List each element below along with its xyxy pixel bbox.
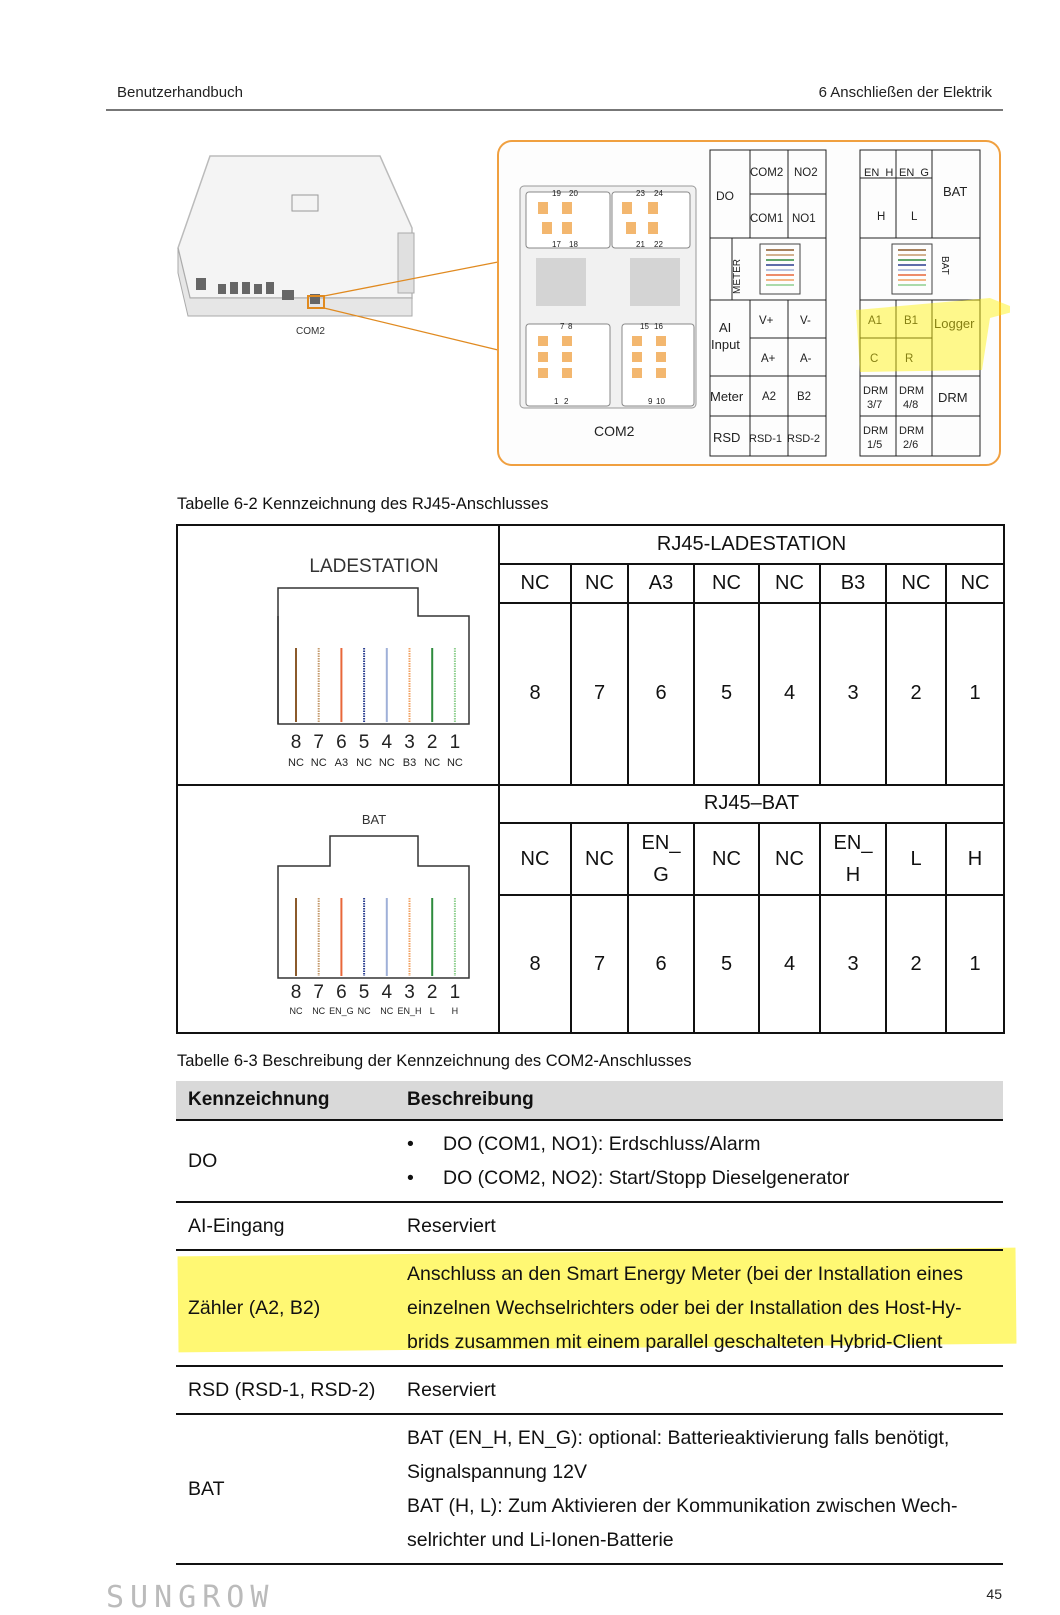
com2-description-table	[176, 1081, 1003, 1565]
h-pin-label: H	[877, 211, 886, 223]
r-pin-label: R	[905, 353, 914, 365]
ladestation-name-3: A3	[628, 564, 694, 603]
ladestation-pin-number-2: 7	[313, 732, 324, 753]
row-rsd	[176, 1366, 1003, 1414]
ladestation-pin-label-6: B3	[402, 757, 417, 769]
pin-15: 15	[640, 322, 649, 331]
bat-name-6	[820, 823, 886, 896]
bat-pin-label-2: NC	[312, 1006, 326, 1016]
rj45-table	[176, 524, 1005, 1034]
do-label: DO	[716, 189, 734, 203]
drm15-label-a: DRM	[863, 425, 889, 437]
bat-name-3	[628, 823, 694, 896]
meter-desc-line-3: brids zusammen mit einem parallel geschalteten Hybrid-Client	[407, 1331, 943, 1353]
com2-figure-svg	[170, 138, 1010, 470]
ladestation-pin-number-8: 1	[449, 732, 461, 753]
bullet-1: •	[407, 1133, 414, 1155]
pin-17: 17	[552, 240, 561, 249]
ladestation-name-4: NC	[694, 564, 759, 603]
bat-pin-label-6: EN_H	[397, 1006, 422, 1016]
l-pin-label: L	[911, 211, 918, 223]
ladestation-pin-label-4: NC	[356, 757, 373, 769]
do-desc-1: DO (COM1, NO1): Erdschluss/Alarm	[443, 1133, 761, 1155]
com2-small-label: COM2	[296, 326, 325, 337]
ladestation-pin-number-1: 8	[290, 732, 302, 753]
ladestation-name-7: NC	[886, 564, 946, 603]
a1-pin-label: A1	[868, 315, 883, 327]
rsd2-pin-label: RSD-2	[787, 433, 821, 445]
en-h-pin-label: EN_H	[864, 167, 894, 179]
key-meter: Zähler (A2, B2)	[176, 1250, 395, 1366]
bat-pin-label-3: EN_G	[329, 1006, 354, 1016]
ladestation-pin-number-7: 2	[426, 732, 438, 753]
pin-1: 1	[554, 397, 559, 406]
rj45-bat-header: RJ45–BAT	[499, 785, 1004, 823]
bat-pin-label-1: NC	[289, 1006, 303, 1016]
meter-label: Meter	[710, 389, 744, 404]
ladestation-pin-number-5: 4	[381, 732, 393, 753]
bat-number-6: 3	[820, 895, 886, 1033]
bat-pin-number-4: 5	[358, 982, 370, 1003]
ladestation-number-5: 4	[759, 603, 820, 785]
bat-number-7: 2	[886, 895, 946, 1033]
do-desc-2: DO (COM2, NO2): Start/Stopp Dieselgenerator	[443, 1167, 850, 1189]
bat-number-5: 4	[759, 895, 820, 1033]
bat-pin-label-8: H	[451, 1006, 459, 1016]
pin-19: 19	[552, 189, 561, 198]
ladestation-number-1: 8	[499, 603, 571, 785]
no1-pin-label: NO1	[792, 213, 816, 225]
bullet-2: •	[407, 1167, 414, 1189]
ladestation-name-6: B3	[820, 564, 886, 603]
bat-pin-label-5: NC	[380, 1006, 394, 1016]
c-pin-label: C	[870, 353, 879, 365]
bat-name-3-line-1: EN_	[641, 831, 681, 854]
desc-rsd: Reserviert	[395, 1366, 1003, 1414]
bat-name-7-line-1: L	[910, 847, 922, 870]
ladestation-pin-label-2: NC	[310, 757, 327, 769]
ai-label: AI	[719, 320, 732, 335]
bat-pin-number-7: 2	[426, 982, 438, 1003]
ladestation-pin-number-4: 5	[358, 732, 370, 753]
ladestation-name-1: NC	[499, 564, 571, 603]
drm48-label-b: 4/8	[903, 399, 919, 411]
bat-name-3-line-2: G	[653, 863, 669, 886]
ladestation-name-5: NC	[759, 564, 820, 603]
bat-pin-number-1: 8	[290, 982, 302, 1003]
bat-label: BAT	[943, 184, 968, 199]
key-ai: AI-Eingang	[176, 1202, 395, 1250]
ladestation-wires	[296, 648, 455, 722]
pin-7: 7	[560, 322, 565, 331]
pin-20: 20	[569, 189, 578, 198]
bat-number-4: 5	[694, 895, 759, 1033]
ladestation-diagram-title: LADESTATION	[309, 556, 439, 577]
bat-desc-2-line-2: selrichter und Li-Ionen-Batterie	[407, 1529, 674, 1551]
com2-figure	[170, 138, 1010, 470]
pin-16: 16	[654, 322, 663, 331]
drm37-label-a: DRM	[863, 385, 889, 397]
bat-wires	[296, 898, 455, 976]
rsd-label: RSD	[713, 430, 741, 445]
ladestation-number-8: 1	[946, 603, 1004, 785]
bat-name-5	[759, 823, 820, 896]
b2-pin-label: B2	[797, 391, 812, 403]
ladestation-diagram-cell	[177, 525, 499, 785]
bat-name-1-line-1: NC	[520, 847, 550, 870]
bat-number-8: 1	[946, 895, 1004, 1033]
drm26-label-a: DRM	[899, 425, 925, 437]
pin-24: 24	[654, 189, 663, 198]
drm48-label-a: DRM	[899, 385, 925, 397]
ladestation-pin-number-6: 3	[404, 732, 415, 753]
bat-rj-label: BAT	[939, 256, 950, 275]
col-kennzeichnung: Kennzeichnung	[176, 1081, 395, 1120]
pin-18: 18	[569, 240, 578, 249]
ladestation-pin-label-7: NC	[424, 757, 441, 769]
ladestation-pin-label-3: A3	[334, 757, 349, 769]
bat-desc-1-line-2: Signalspannung 12V	[407, 1461, 587, 1483]
row-ai	[176, 1202, 1003, 1250]
bat-pin-number-2: 7	[313, 982, 324, 1003]
page-number: 45	[986, 1586, 1002, 1602]
row-bat	[176, 1414, 1003, 1564]
meter-rj-label: METER	[732, 259, 743, 294]
ladestation-name-8: NC	[946, 564, 1004, 603]
rsd1-pin-label: RSD-1	[749, 433, 783, 445]
bat-number-3: 6	[628, 895, 694, 1033]
inverter-illustration	[178, 156, 498, 350]
bat-name-8	[946, 823, 1004, 896]
com1-pin-label: COM1	[750, 213, 784, 225]
ladestation-pin-label-1: NC	[288, 757, 304, 769]
pin-9: 9	[648, 397, 653, 406]
bat-name-7	[886, 823, 946, 896]
ladestation-number-7: 2	[886, 603, 946, 785]
ladestation-pin-number-3: 6	[336, 732, 347, 753]
bat-diagram-cell	[177, 785, 499, 1033]
com2-label: COM2	[594, 423, 635, 439]
pin-2: 2	[564, 397, 569, 406]
ladestation-number-2: 7	[571, 603, 628, 785]
bat-diagram-title: BAT	[361, 812, 387, 827]
bat-name-4-line-1: NC	[712, 847, 741, 870]
pin-22: 22	[654, 240, 663, 249]
table-6-2-caption: Tabelle 6-2 Kennzeichnung des RJ45-Anschlusses	[177, 495, 549, 513]
bat-name-6-line-2: H	[845, 863, 861, 886]
bat-name-4	[694, 823, 759, 896]
meter-desc-line-1: Anschluss an den Smart Energy Meter (bei der Installation eines	[407, 1263, 964, 1285]
sungrow-logo: SUNGROW	[106, 1580, 275, 1615]
col-beschreibung: Beschreibung	[395, 1081, 1003, 1120]
bat-pin-number-5: 4	[381, 982, 393, 1003]
vplus-label: V+	[759, 315, 774, 327]
header-right: 6 Anschließen der Elektrik	[818, 84, 992, 101]
ladestation-number-6: 3	[820, 603, 886, 785]
meter-desc-line-2: einzelnen Wechselrichters oder bei der Installation des Host-Hy-	[407, 1297, 962, 1319]
ladestation-pin-label-5: NC	[378, 757, 395, 769]
no2-pin-label: NO2	[794, 167, 818, 179]
bat-name-5-line-1: NC	[775, 847, 804, 870]
bat-pin-number-3: 6	[336, 982, 347, 1003]
ladestation-pin-label-8: NC	[446, 757, 463, 769]
header-left: Benutzerhandbuch	[117, 84, 243, 101]
bat-pin-label-7: L	[429, 1006, 435, 1016]
pin-21: 21	[636, 240, 645, 249]
bat-name-2-line-1: NC	[585, 847, 614, 870]
row-meter	[176, 1250, 1003, 1366]
bat-pin-label-4: NC	[357, 1006, 371, 1016]
bat-pin-number-8: 1	[449, 982, 461, 1003]
bat-pin-number-6: 3	[404, 982, 415, 1003]
key-rsd: RSD (RSD-1, RSD-2)	[176, 1366, 395, 1414]
bat-name-1	[499, 823, 571, 896]
bat-desc-2-line-1: BAT (H, L): Zum Aktivieren der Kommunikation zwischen Wech-	[407, 1495, 958, 1517]
input-label: Input	[711, 337, 740, 352]
key-do: DO	[176, 1120, 395, 1202]
bat-name-8-line-1: H	[967, 847, 983, 870]
bat-number-1: 8	[499, 895, 571, 1033]
row-do	[176, 1120, 1003, 1202]
aminus-label: A-	[800, 353, 812, 365]
bat-name-2	[571, 823, 628, 896]
bat-number-2: 7	[571, 895, 628, 1033]
drm-label: DRM	[938, 390, 968, 405]
aplus-label: A+	[761, 353, 776, 365]
pin-8: 8	[568, 322, 573, 331]
bat-rj45-diagram	[178, 786, 498, 1026]
com2-pin-label: COM2	[750, 167, 784, 179]
ladestation-number-4: 5	[694, 603, 759, 785]
desc-ai: Reserviert	[395, 1202, 1003, 1250]
bat-name-6-line-1: EN_	[833, 831, 873, 854]
a2-pin-label: A2	[762, 391, 777, 403]
drm15-label-b: 1/5	[867, 439, 883, 451]
bat-desc-1-line-1: BAT (EN_H, EN_G): optional: Batterieaktivierung falls benötigt,	[407, 1427, 950, 1449]
en-g-pin-label: EN_G	[899, 167, 929, 179]
key-bat: BAT	[176, 1414, 395, 1564]
drm26-label-b: 2/6	[903, 439, 919, 451]
rj45-ladestation-header: RJ45-LADESTATION	[499, 525, 1004, 564]
ladestation-rj45-diagram	[178, 526, 498, 778]
table-6-3-caption: Tabelle 6-3 Beschreibung der Kennzeichnung des COM2-Anschlusses	[177, 1052, 692, 1070]
logger-label: Logger	[934, 316, 975, 331]
pin-10: 10	[656, 397, 665, 406]
header-rule	[106, 109, 1003, 111]
pin-23: 23	[636, 189, 645, 198]
vminus-label: V-	[800, 315, 811, 327]
drm37-label-b: 3/7	[867, 399, 883, 411]
ladestation-number-3: 6	[628, 603, 694, 785]
com2-connector	[520, 186, 696, 439]
ladestation-name-2: NC	[571, 564, 628, 603]
b1-pin-label: B1	[904, 315, 919, 327]
